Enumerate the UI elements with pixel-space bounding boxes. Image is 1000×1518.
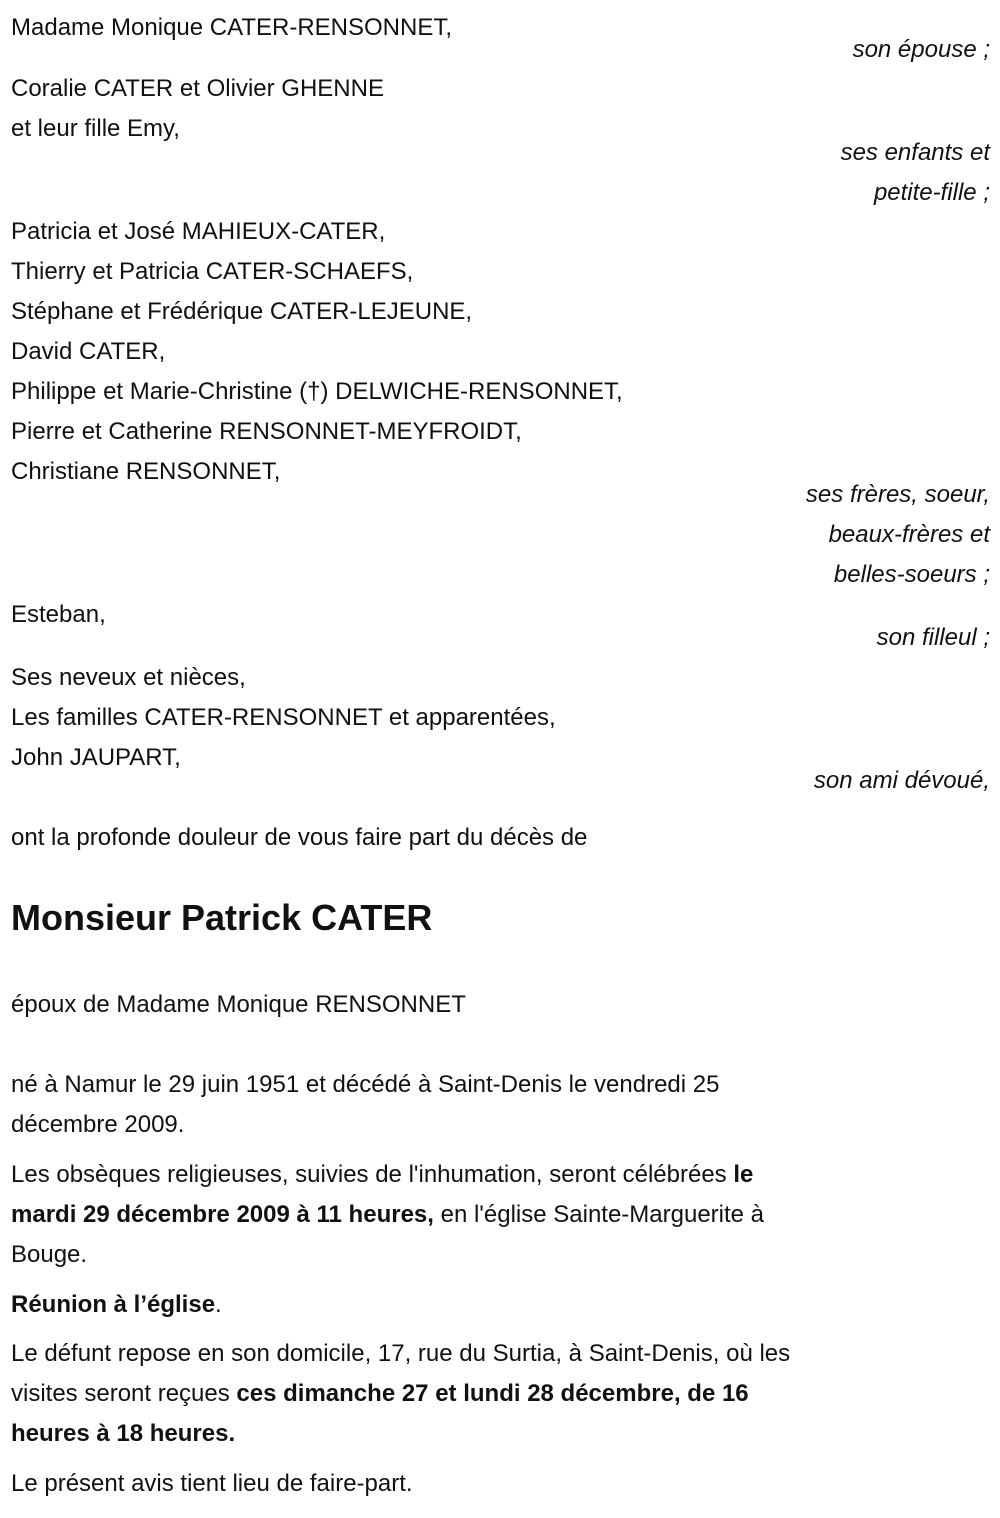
visits-hours: heures à 18 heures. [11,1420,236,1447]
godson-role: son filleul ; [876,624,990,651]
children-line: et leur fille Emy, [11,115,180,142]
visits-text: visites seront reçues [11,1380,237,1407]
visits-line [11,1418,235,1450]
spouse-of: époux de Madame Monique RENSONNET [11,991,466,1018]
godson-name: Esteban, [11,601,106,628]
sibling-line: Stéphane et Frédérique CATER-LEJEUNE, [11,298,473,325]
meeting-line [11,1289,222,1321]
sibling-line: Pierre et Catherine RENSONNET-MEYFROIDT, [11,418,522,445]
sibling-line: Patricia et José MAHIEUX-CATER, [11,218,386,245]
funeral-date: le [733,1161,754,1188]
meeting-text: Réunion à l’église [11,1291,216,1318]
funeral-line [11,1199,764,1231]
sibling-line: David CATER, [11,338,166,365]
siblings-role: belles-soeurs ; [833,561,990,588]
visits-line: Le défunt repose en son domicile, 17, rue du Surtia, à Saint-Denis, où les [11,1340,791,1367]
spouse-role: son épouse ; [852,36,990,63]
friend-role: son ami dévoué, [813,767,990,794]
visits-line [11,1378,749,1410]
children-role: ses enfants et [840,139,990,166]
siblings-role: ses frères, soeur, [805,481,990,508]
deceased-name: Monsieur Patrick CATER [11,897,433,938]
birth-death-line: né à Namur le 29 juin 1951 et décédé à Saint-Denis le vendredi 25 [11,1071,720,1098]
siblings-role: beaux-frères et [828,521,990,548]
funeral-date: mardi 29 décembre 2009 à 11 heures, [11,1201,434,1228]
meeting-punct: . [215,1291,222,1318]
funeral-line [11,1159,753,1191]
others-line: Les familles CATER-RENSONNET et apparentées, [11,704,556,731]
sibling-line: Thierry et Patricia CATER-SCHAEFS, [11,258,414,285]
children-line: Coralie CATER et Olivier GHENNE [11,75,384,102]
others-line: Ses neveux et nièces, [11,664,246,691]
announcement: ont la profonde douleur de vous faire part du décès de [11,824,588,851]
visits-dates: ces dimanche 27 et lundi 28 décembre, de 16 [236,1380,749,1407]
spouse-name: Madame Monique CATER-RENSONNET, [11,14,453,41]
birth-death-line: décembre 2009. [11,1111,185,1138]
sibling-line: Christiane RENSONNET, [11,458,281,485]
sibling-line: Philippe et Marie-Christine (†) DELWICHE-RENSONNET, [11,378,623,405]
closing-note: Le présent avis tient lieu de faire-part. [11,1470,413,1497]
funeral-line: Bouge. [11,1241,88,1268]
others-line: John JAUPART, [11,744,181,771]
children-role: petite-fille ; [873,179,990,206]
funeral-text: en l'église Sainte-Marguerite à [433,1201,765,1228]
funeral-text: Les obsèques religieuses, suivies de l'inhumation, seront célébrées [11,1161,734,1188]
